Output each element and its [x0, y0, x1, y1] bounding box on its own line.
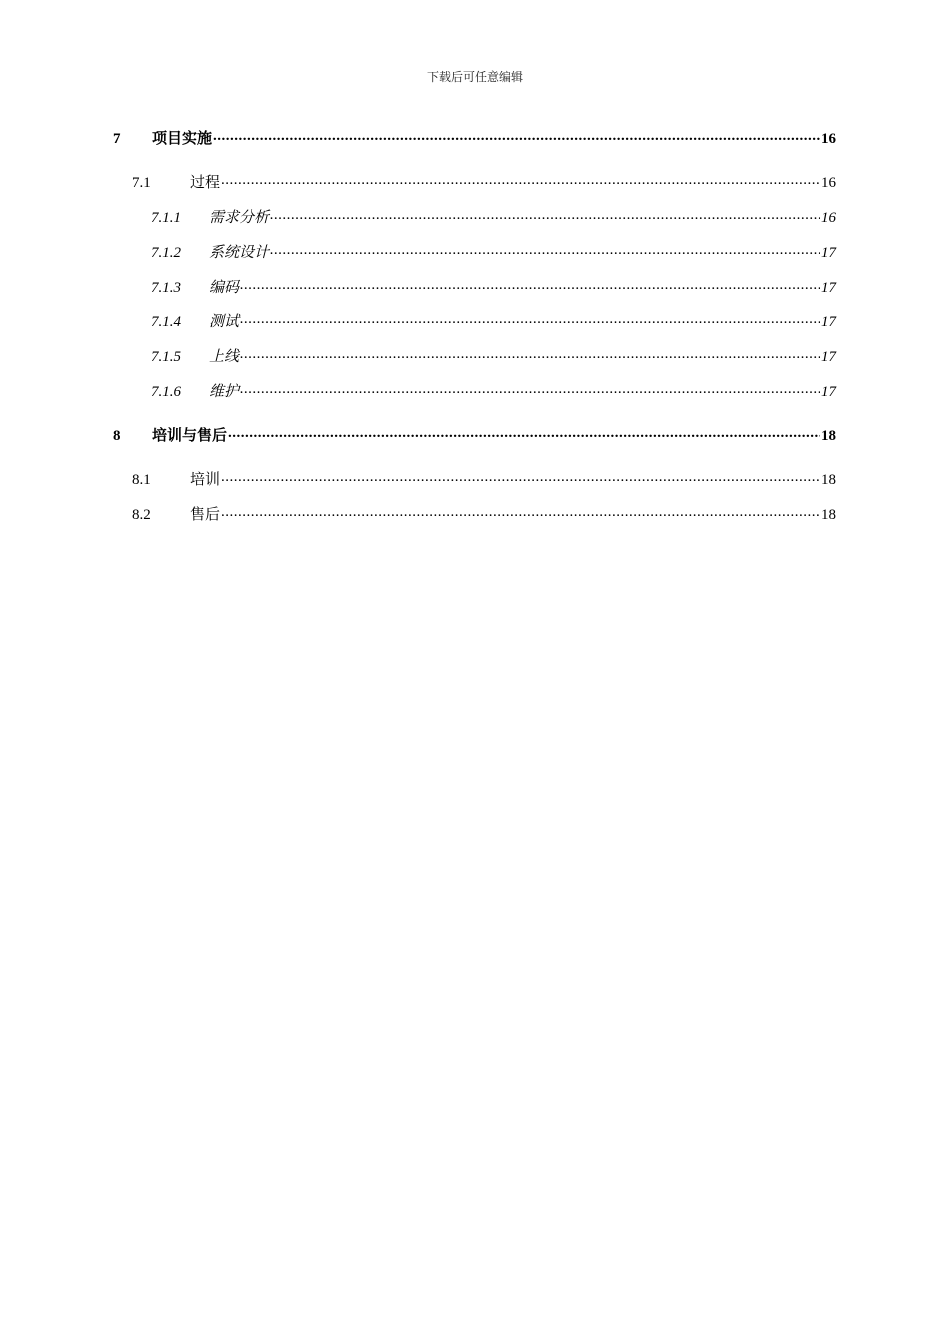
toc-entry-7-1-4[interactable] — [151, 310, 836, 332]
toc-entry-8-2[interactable] — [132, 503, 836, 525]
toc-title: 过程 — [190, 175, 221, 191]
toc-page-number: 16 — [821, 131, 836, 147]
toc-dot-leader — [221, 469, 820, 484]
toc-title: 培训 — [190, 472, 221, 488]
toc-page-number: 18 — [821, 428, 836, 444]
toc-dot-leader — [228, 425, 820, 440]
toc-number: 7.1.6 — [151, 384, 181, 400]
toc-entry-7-1-3[interactable] — [151, 276, 836, 298]
toc-number: 8 — [113, 428, 121, 444]
toc-number: 7.1.3 — [151, 280, 181, 296]
toc-page-number: 18 — [821, 507, 836, 523]
toc-dot-leader — [213, 128, 820, 143]
toc-title: 上线 — [209, 349, 240, 365]
toc-title: 项目实施 — [152, 131, 213, 147]
toc-page-number: 16 — [821, 210, 836, 226]
toc-number: 7.1.1 — [151, 210, 181, 226]
toc-entry-8[interactable] — [113, 424, 836, 446]
toc-number: 7.1.4 — [151, 314, 181, 330]
toc-number: 8.1 — [132, 472, 151, 488]
toc-number: 7.1 — [132, 175, 151, 191]
toc-title: 需求分析 — [209, 210, 270, 226]
toc-title: 编码 — [209, 280, 240, 296]
toc-page-number: 16 — [821, 175, 836, 191]
toc-dot-leader — [270, 242, 820, 257]
toc-page-number: 18 — [821, 472, 836, 488]
toc-entry-8-1[interactable] — [132, 468, 836, 490]
toc-dot-leader — [240, 346, 820, 361]
toc-number: 7 — [113, 131, 121, 147]
toc-page-number: 17 — [821, 280, 836, 296]
toc-title: 培训与售后 — [152, 428, 228, 444]
toc-entry-7[interactable] — [113, 127, 836, 149]
toc-dot-leader — [221, 504, 820, 519]
toc-entry-7-1-5[interactable] — [151, 345, 836, 367]
toc-entry-7-1-1[interactable] — [151, 206, 836, 228]
toc-dot-leader — [240, 381, 820, 396]
toc-number: 7.1.2 — [151, 245, 181, 261]
toc-title: 测试 — [209, 314, 240, 330]
toc-dot-leader — [240, 277, 820, 292]
toc-number: 7.1.5 — [151, 349, 181, 365]
toc-title: 系统设计 — [209, 245, 270, 261]
page-header: 下载后可任意编辑 — [426, 70, 523, 84]
toc-title: 售后 — [190, 507, 221, 523]
toc-dot-leader — [221, 172, 820, 187]
toc-entry-7-1-2[interactable] — [151, 241, 836, 263]
toc-title: 维护 — [209, 384, 240, 400]
toc-entry-7-1-6[interactable] — [151, 380, 836, 402]
toc-page-number: 17 — [821, 384, 836, 400]
toc-dot-leader — [270, 207, 820, 222]
toc-page-number: 17 — [821, 349, 836, 365]
toc-page-number: 17 — [821, 245, 836, 261]
toc-dot-leader — [240, 311, 820, 326]
toc-entry-7-1[interactable] — [132, 171, 836, 193]
toc-number: 8.2 — [132, 507, 151, 523]
toc-page-number: 17 — [821, 314, 836, 330]
